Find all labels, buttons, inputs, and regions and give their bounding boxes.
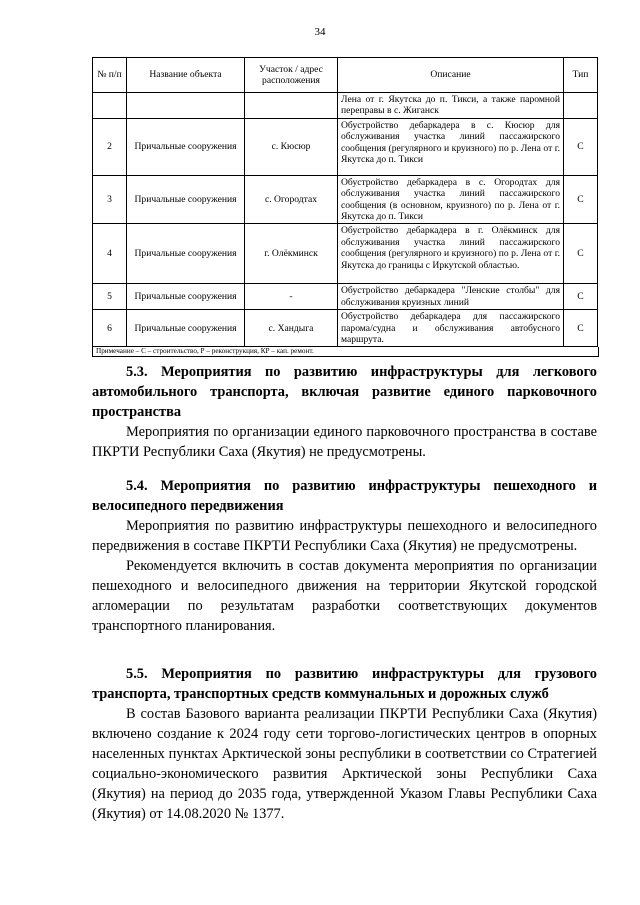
table-cell-location: с. Кюсюр: [245, 118, 338, 175]
table-row: [93, 284, 598, 310]
section-heading: 5.4. Мероприятия по развитию инфраструктуры пешеходного и велосипедного передвижения: [92, 478, 597, 514]
table-cell: [245, 93, 338, 119]
header-num: № п/п: [93, 58, 127, 93]
table-cell-description: Обустройство дебаркадера "Ленские столбы" для обслуживания круизных линий: [338, 284, 564, 310]
table-cell-type: С: [564, 284, 598, 310]
paragraph: В состав Базового варианта реализации ПКРТИ Республики Саха (Якутия) включено создание к 2024 году сети торгово-логистических центров в опорных населенных пунктах Арктической зоны республики в соответствии со Стратегией социально-экономического развития Арктической зоны Республики Саха (Якутия) на период до 2035 года, утвержденной Указом Главы Республики Саха (Якутия) от 14.08.2020 № 1377.: [92, 706, 597, 822]
header-location: Участок / адрес расположения: [245, 58, 338, 93]
table-row-continued: [93, 93, 598, 119]
page-number: 34: [314, 26, 326, 38]
table-cell: [93, 93, 127, 119]
paragraph: Мероприятия по развитию инфраструктуры пешеходного и велосипедного передвижения в составе ПКРТИ Республики Саха (Якутия) не предусмотрены.: [92, 518, 597, 554]
objects-table-container: [92, 57, 597, 357]
table-header-row: [93, 58, 598, 93]
table-cell-num: 2: [93, 118, 127, 175]
section-5-3: [92, 362, 597, 462]
table-row: [93, 175, 598, 224]
table-cell: [564, 93, 598, 119]
table-cell-name: Причальные сооружения: [127, 224, 245, 284]
table-cell-num: 3: [93, 175, 127, 224]
table-cell-description: Обустройство дебаркадера в с. Огородтах для обслуживания участка линий пассажирского сообщения (в основном, круизного) по р. Лена от г. Якутска до п. Тикси: [338, 175, 564, 224]
table-cell-num: 6: [93, 310, 127, 347]
table-cell-type: С: [564, 310, 598, 347]
section-heading: 5.5. Мероприятия по развитию инфраструктуры для грузового транспорта, транспортных средств коммунальных и дорожных служб: [92, 666, 597, 702]
table-cell-name: Причальные сооружения: [127, 118, 245, 175]
table-cell: [127, 93, 245, 119]
paragraph: Мероприятия по организации единого парковочного пространства в составе ПКРТИ Республики Саха (Якутия) не предусмотрены.: [92, 424, 597, 460]
table-cell-location: с. Огородтах: [245, 175, 338, 224]
table-note: Примечание – С – строительство, Р – реконструкция, КР – кап. ремонт.: [92, 347, 599, 357]
table-cell-type: С: [564, 175, 598, 224]
table-cell-description: Обустройство дебаркадера в с. Кюсюр для обслуживания участка линий пассажирского сообщения (регулярного и круизного) по р. Лена от г. Якутска до п. Тикси: [338, 118, 564, 175]
section-5-4: [92, 476, 597, 636]
section-heading: 5.3. Мероприятия по развитию инфраструктуры для легкового автомобильного транспорта, включая развитие единого парковочного пространства: [92, 364, 597, 420]
table-row: [93, 310, 598, 347]
table-cell-name: Причальные сооружения: [127, 175, 245, 224]
table-cell-description: Обустройство дебаркадера в г. Олёкминск для обслуживания участка линий пассажирского сообщения (регулярного и круизного) по р. Лена от г. Якутска до границы с Иркутской областью.: [338, 224, 564, 284]
table-cell-description: Обустройство дебаркадера для пассажирского парома/судна и обслуживания автобусного маршрута.: [338, 310, 564, 347]
header-name: Название объекта: [127, 58, 245, 93]
table-cell-num: 4: [93, 224, 127, 284]
table-cell-name: Причальные сооружения: [127, 284, 245, 310]
header-description: Описание: [338, 58, 564, 93]
section-5-5: [92, 664, 597, 824]
table-cell-description: Лена от г. Якутска до п. Тикси, а также паромной переправы в с. Жиганск: [338, 93, 564, 119]
table-cell-location: с. Хандыга: [245, 310, 338, 347]
table-cell-name: Причальные сооружения: [127, 310, 245, 347]
header-type: Тип: [564, 58, 598, 93]
table-cell-type: С: [564, 118, 598, 175]
table-cell-num: 5: [93, 284, 127, 310]
objects-table: [92, 57, 598, 347]
table-row: [93, 224, 598, 284]
table-row: [93, 118, 598, 175]
table-cell-location: -: [245, 284, 338, 310]
table-cell-location: г. Олёкминск: [245, 224, 338, 284]
paragraph: Рекомендуется включить в состав документа мероприятия по организации пешеходного и велосипедного движения на территории Якутской городской агломерации по результатам разработки соответствующих документов транспортного планирования.: [92, 558, 597, 634]
table-cell-type: С: [564, 224, 598, 284]
